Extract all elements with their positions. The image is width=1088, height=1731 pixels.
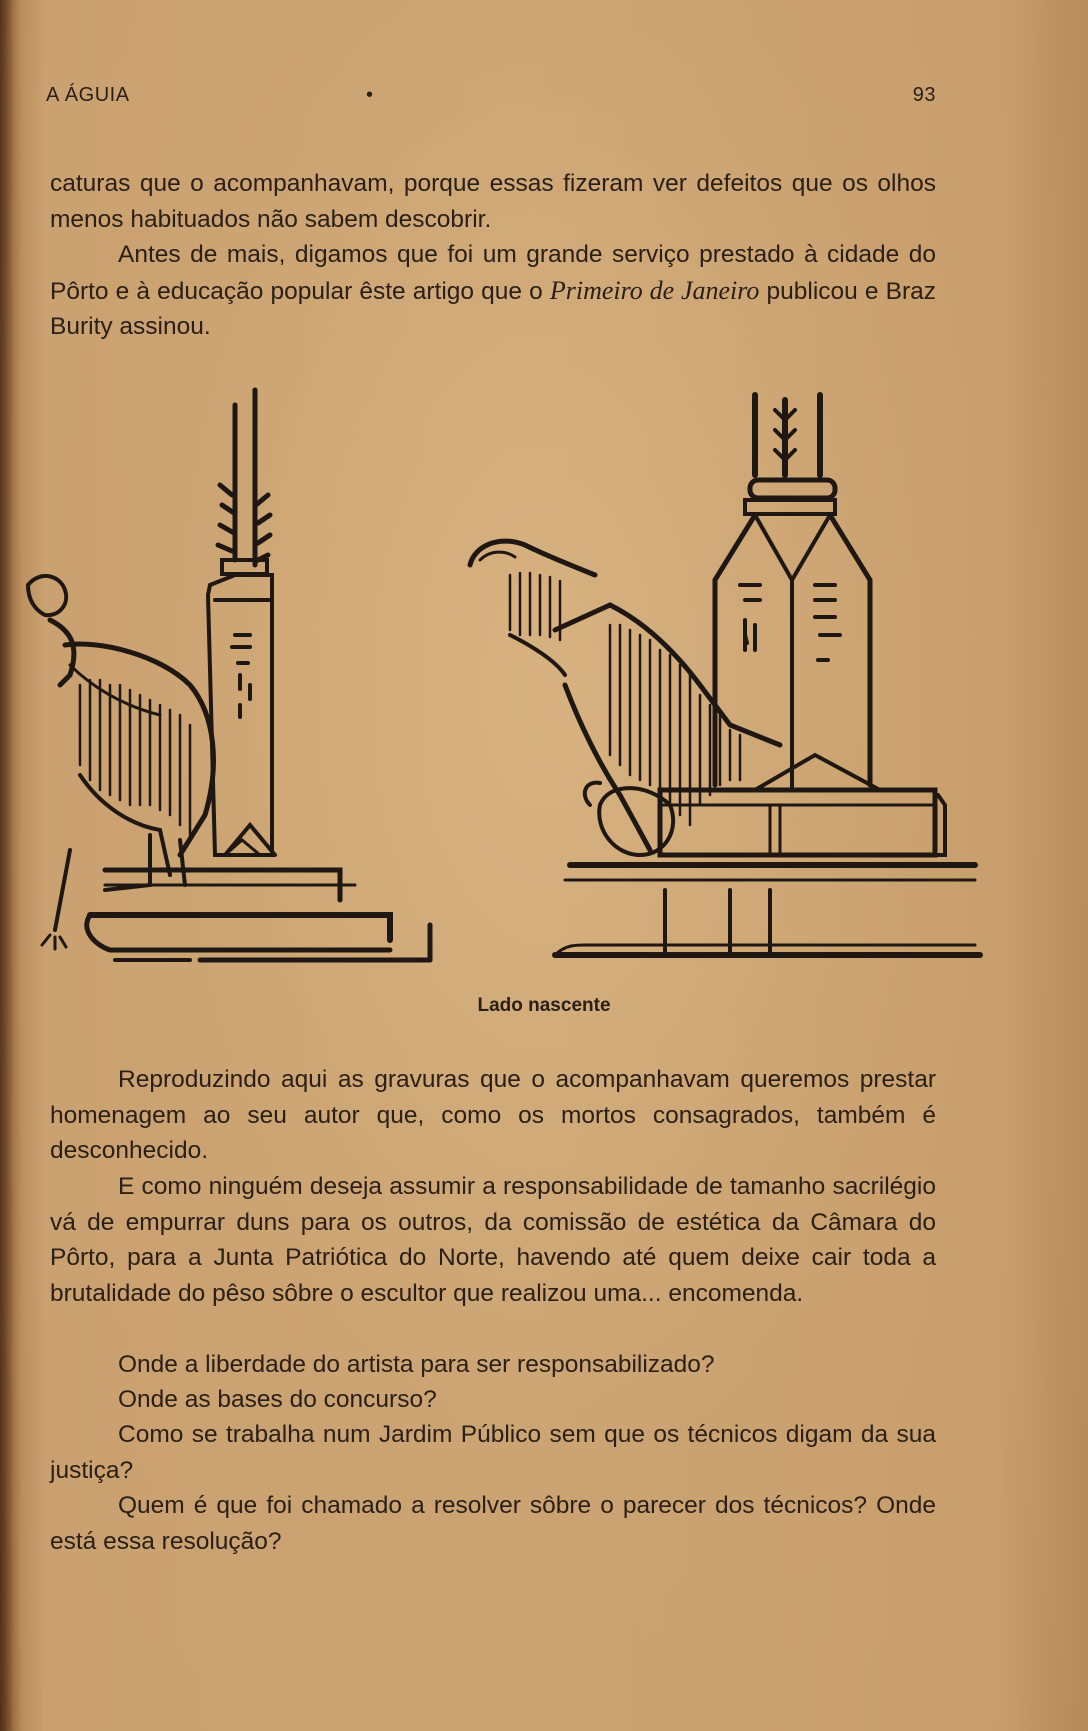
paragraph-2-text-end: publicou e Braz Burity assinou. bbox=[50, 277, 937, 340]
right-figure bbox=[470, 541, 780, 865]
figure-caption: Lado nascente bbox=[477, 995, 611, 1016]
engraving-illustration bbox=[10, 385, 985, 985]
question-2: Onde as bases do concurso? bbox=[118, 1386, 437, 1413]
question-3: Como se trabalha num Jardim Público sem que os técnicos digam da sua justiça? bbox=[50, 1421, 936, 1484]
right-pedestal bbox=[555, 790, 980, 955]
header-separator: • bbox=[366, 84, 374, 106]
question-4: Quem é que foi chamado a resolver sôbre o parecer dos técnicos? Onde está essa resolução? bbox=[50, 1492, 936, 1555]
left-figure bbox=[28, 576, 213, 949]
paragraph-1: caturas que o acompanhavam, porque essas fizeram ver defeitos que os olhos menos habituados não sabem descobrir. bbox=[50, 170, 936, 233]
paragraph-2-text-start: Antes de mais, digamos que foi um grande serviço prestado à cidade do Pôrto e à educação popular êste artigo que o bbox=[50, 241, 936, 305]
paragraph-4: E como ninguém deseja assumir a responsabilidade de tamanho sacrilégio vá de empurrar duns para os outros, da comissão de estética da Câmara do Pôrto, para a Junta Patriótica do Norte, havendo até quem deixe cair toda a brutalidade do pêso sôbre o escultor que realizou uma... encomenda. bbox=[50, 1173, 936, 1307]
left-obelisk bbox=[208, 390, 275, 855]
paragraph-2 bbox=[50, 237, 936, 345]
running-header bbox=[46, 84, 936, 110]
left-pedestal bbox=[87, 870, 430, 960]
question-1: Onde a liberdade do artista para ser responsabilizado? bbox=[118, 1351, 715, 1378]
running-title: A ÁGUIA bbox=[46, 84, 130, 106]
page-number: 93 bbox=[912, 84, 936, 106]
paragraph-3: Reproduzindo aqui as gravuras que o acompanhavam queremos prestar homenagem ao seu autor que, como os mortos consagrados, também é desconhecido. bbox=[50, 1066, 936, 1164]
newspaper-title: Primeiro de Janeiro bbox=[549, 275, 760, 305]
